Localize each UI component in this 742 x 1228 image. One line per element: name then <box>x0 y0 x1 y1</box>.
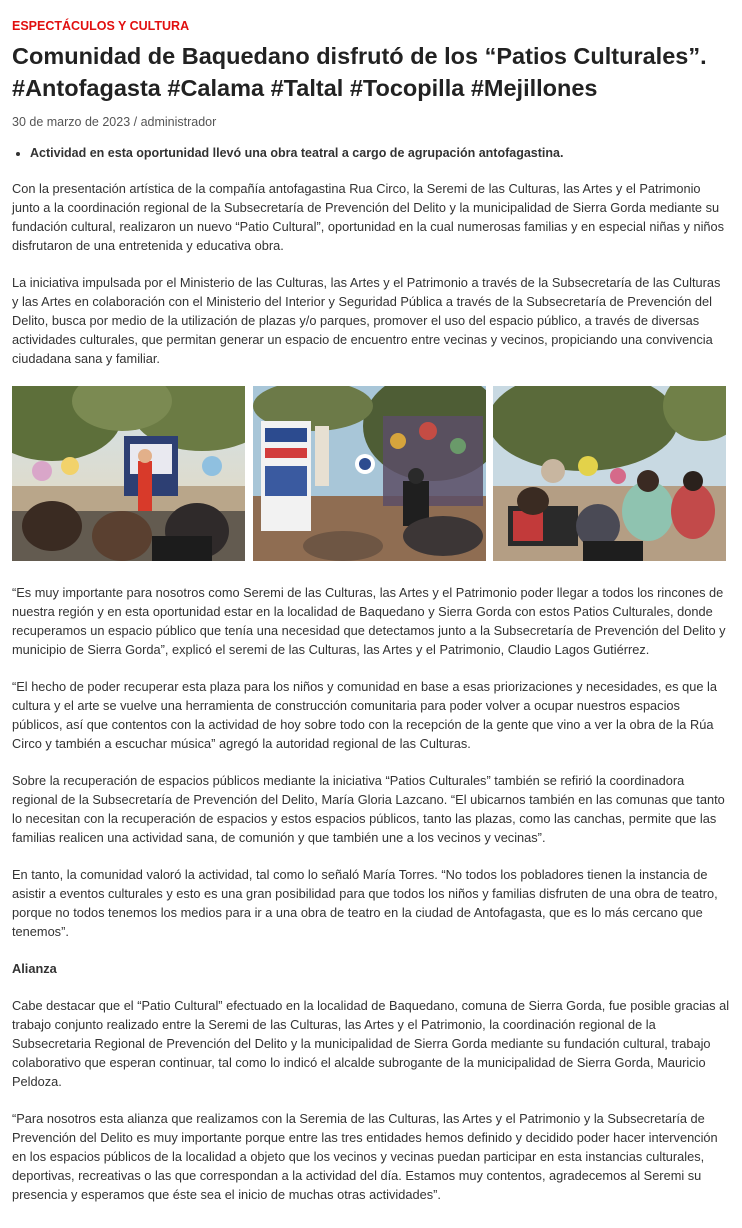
paragraph-quote-plaza: “El hecho de poder recuperar esta plaza para los niños y comunidad en base a esas priorizaciones y necesidades, es que la cultura y el arte se vuelve una herramienta de construcción comunitaria para poder volver a ocupar nuestros espacios públicos, así que contentos con la actividad de hoy sobre todo con la recepción de la gente que vino a ver la obra de la Rúa Circo y también a escuchar música” agregó la autoridad regional de las Culturas. <box>12 679 717 751</box>
paragraph-initiative: La iniciativa impulsada por el Ministerio de las Culturas, las Artes y el Patrimonio a través de la Subsecretaría de las Culturas y las Artes en colaboración con el Ministerio del Interior y Seguridad Pública a través de la Subsecretaría de Prevención del Delito, busca por medio de la utilización de plazas y/o parques, promover el uso del espacio público, a través de diversas actividades culturales, que permitan generar un espacio de encuentro entre vecinas y vecinos, propiciando una convivencia ciudadana sana y familiar. <box>12 275 721 366</box>
paragraph-quote-coordinadora: Sobre la recuperación de espacios públicos mediante la iniciativa “Patios Culturales” también se refirió la coordinadora regional de la Subsecretaría de Prevención del Delito, María Gloria Lazcano. “El ubicarnos también en las comunas que tanto lo necesitan con la recuperación de espacios y estos espacios públicos, tanto las plazas, como las canchas, permite que las familias realicen una actividad sana, de comunión y que también une a los vecinos y vecinas”. <box>12 773 725 845</box>
photo-performer-with-banner-icon <box>253 386 486 561</box>
photo-seated-audience-icon <box>493 386 726 561</box>
photo-performer-and-audience-icon <box>12 386 245 561</box>
article-author-link[interactable]: administrador <box>140 115 217 129</box>
paragraph-intro: Con la presentación artística de la compañía antofagastina Rua Circo, la Seremi de las Culturas, las Artes y el Patrimonio junto a la coordinación regional de la Subsecretaría de Prevención del Delito y la municipalidad de Sierra Gorda mediante su fundación cultural, realizaron un nuevo “Patio Cultural”, oportunidad en la cual numerosas familias y en especial niñas y niños disfrutaron de una entretenida y educativa obra. <box>12 181 725 253</box>
highlight-list <box>12 145 730 161</box>
paragraph-quote-seremi: “Es muy importante para nosotros como Seremi de las Culturas, las Artes y el Patrimonio poder llegar a todos los rincones de nuestra región y en esta oportunidad estar en la localidad de Baquedano y Sierra Gorda con estos Patios Culturales, donde recuperamos un espacio público que tenía una necesidad que detectamos junto a la Subsecretaría de Prevención del Delito y municipio de Sierra Gorda”, explicó el seremi de las Culturas, las Artes y el Patrimonio, Claudio Lagos Gutiérrez. <box>12 585 726 657</box>
category-link[interactable]: ESPECTÁCULOS Y CULTURA <box>12 19 190 33</box>
paragraph-alianza: Cabe destacar que el “Patio Cultural” efectuado en la localidad de Baquedano, comuna de Sierra Gorda, fue posible gracias al trabajo conjunto realizado entre la Seremi de las Culturas, las Artes y el Patrimonio, la coordinación regional de la Subsecretaria Regional de Prevención del Delito y la municipalidad de Sierra Gorda mediante su fundación cultural, trabajo colaborativo que esperan continuar, tal como lo indicó el alcalde subrogante de la municipalidad de Sierra Gorda, Mauricio Peldoza. <box>12 998 730 1089</box>
gallery-photo-2[interactable] <box>253 386 486 561</box>
paragraph-quote-comunidad: En tanto, la comunidad valoró la actividad, tal como lo señaló María Torres. “No todos los pobladores tienen la instancia de asistir a eventos culturales y esto es una gran posibilidad para que todos los niños y familias disfruten de una obra de teatro, porque no todos tenemos los medios para ir a una obra de teatro en la ciudad de Antofagasta, que es lo más cercano que tenemos”. <box>12 867 718 939</box>
paragraph-quote-alcalde: “Para nosotros esta alianza que realizamos con la Seremia de las Culturas, las Artes y el Patrimonio y la Subsecretaría de Prevención del Delito es muy importante porque entre las tres entidades hemos definido y decidido poder hacer intervención en los espacios públicos de la localidad a objeto que los vecinos y vecinas puedan participar en esta instancias culturales, deportivas, recreativas o las que correspondan a la actividad del día. Estamos muy contentos, agradecemos al Seremi su presencia y esperamos que éste sea el inicio de muchas otras actividades”. <box>12 1111 718 1202</box>
meta-separator: / <box>130 115 141 129</box>
article-date-link[interactable]: 30 de marzo de 2023 <box>12 115 131 129</box>
gallery-photo-3[interactable] <box>493 386 726 561</box>
section-subheading: Alianza <box>12 961 57 976</box>
article-title: Comunidad de Baquedano disfrutó de los “Patios Culturales”. #Antofagasta #Calama #Taltal #Tocopilla #Mejillones <box>12 43 707 101</box>
photo-gallery <box>12 386 726 561</box>
gallery-photo-1[interactable] <box>12 386 245 561</box>
highlight-item: • Actividad en esta oportunidad llevó una obra teatral a cargo de agrupación antofagastina. <box>30 145 730 161</box>
article-meta <box>12 114 730 130</box>
